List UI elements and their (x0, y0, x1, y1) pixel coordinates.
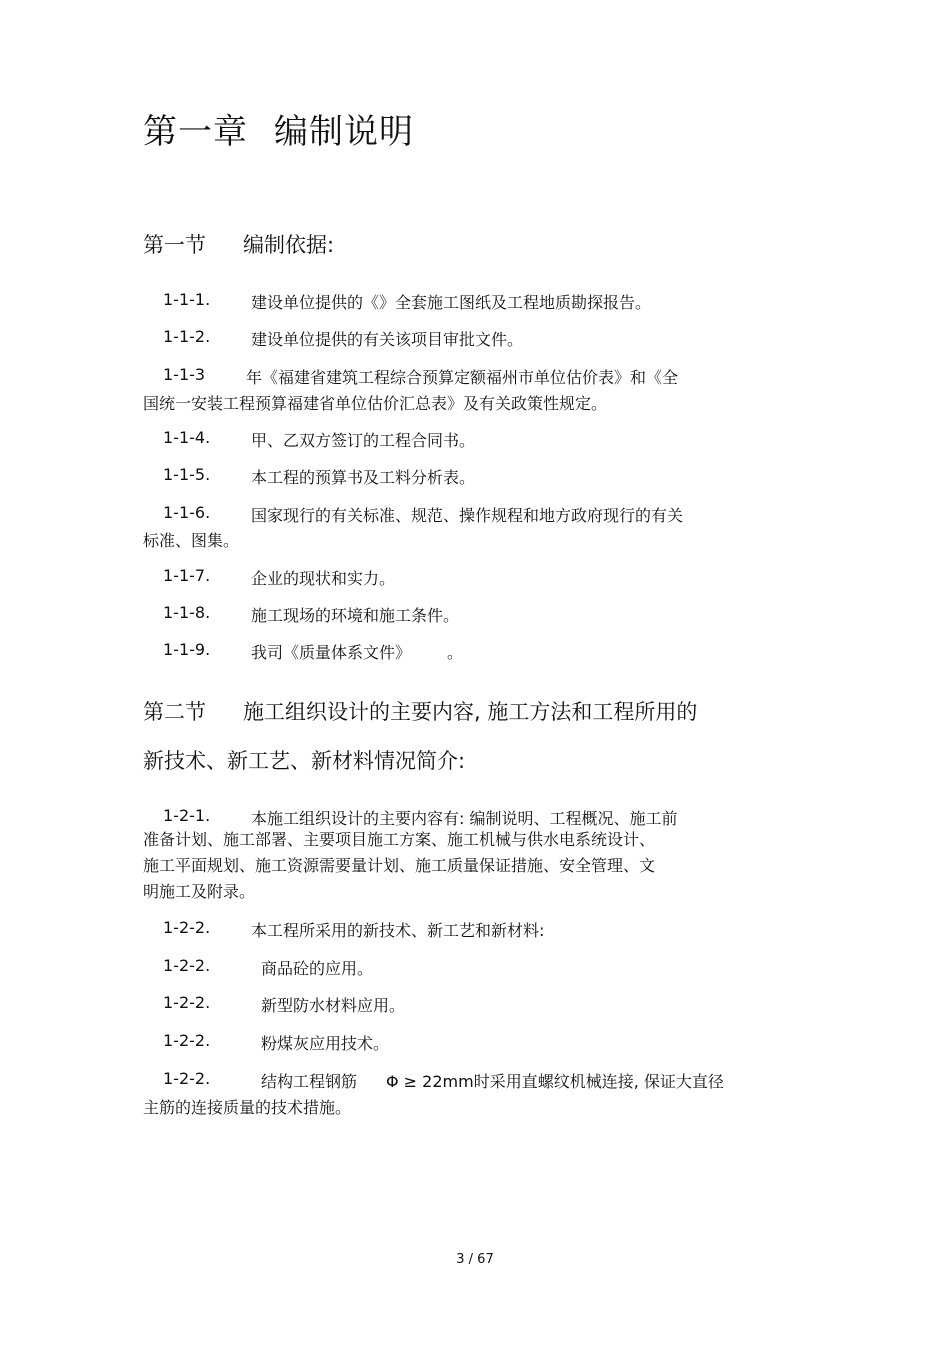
section-2-title: 施工组织设计的主要内容, 施工方法和工程所用的 (243, 700, 698, 724)
chapter-name: 编制说明 (274, 112, 414, 152)
item-number: 1-2-2. (163, 1069, 211, 1088)
item-text: 本工程的预算书及工料分析表。 (251, 468, 476, 487)
item-number: 1-2-2. (163, 918, 211, 937)
item-number: 1-1-7. (163, 566, 211, 585)
section-2-heading (143, 696, 783, 724)
list-item-continuation: 国统一安装工程预算福建省单位估价汇总表》及有关政策性规定。 (143, 394, 608, 413)
item-number: 1-1-6. (163, 503, 211, 522)
item-number: 1-1-2. (163, 327, 211, 346)
section-2-title-continuation: 新技术、新工艺、新材料情况简介: (143, 749, 466, 773)
list-item-continuation: 准备计划、施工部署、主要项目施工方案、施工机械与供水电系统设计、 施工平面规划、施工资源需要量计划、施工质量保证措施、安全管理、文 明施工及附录。 (143, 830, 656, 901)
section-2-number: 第二节 (143, 700, 206, 724)
item-text: 新型防水材料应用。 (261, 996, 406, 1015)
chapter-title (143, 104, 414, 153)
item-number: 1-1-4. (163, 428, 211, 447)
item-text-continued: Φ ≥ 22mm时采用直螺纹机械连接, 保证大直径 (386, 1072, 724, 1091)
item-text: 商品砼的应用。 (261, 959, 374, 978)
item-text: 国家现行的有关标准、规范、操作规程和地方政府现行的有关 (251, 506, 684, 525)
item-text: 本工程所采用的新技术、新工艺和新材料: (251, 921, 545, 940)
section-1-title: 编制依据: (243, 233, 335, 257)
item-text: 年《福建省建筑工程综合预算定额福州市单位估价表》和《全 (246, 368, 679, 387)
item-number: 1-2-2. (163, 993, 211, 1012)
list-item-continuation: 主筋的连接质量的技术措施。 (143, 1098, 352, 1117)
section-1-number: 第一节 (143, 233, 206, 257)
page-number: 3 / 67 (456, 1252, 494, 1267)
item-text: 本施工组织设计的主要内容有: 编制说明、工程概况、施工前 (251, 809, 678, 828)
item-number: 1-2-1. (163, 806, 211, 825)
item-text: 建设单位提供的《》全套施工图纸及工程地质勘探报告。 (251, 293, 652, 312)
item-text: 建设单位提供的有关该项目审批文件。 (251, 330, 524, 349)
item-number: 1-1-5. (163, 465, 211, 484)
item-number: 1-1-1. (163, 290, 211, 309)
list-item-continuation: 标准、图集。 (143, 531, 240, 550)
item-text: 企业的现状和实力。 (251, 569, 396, 588)
item-text: 我司《质量体系文件》 (251, 643, 412, 662)
item-tail: 。 (447, 643, 464, 662)
item-text: 甲、乙双方签订的工程合同书。 (251, 431, 476, 450)
item-text: 粉煤灰应用技术。 (261, 1034, 390, 1053)
item-number: 1-1-9. (163, 640, 211, 659)
chapter-number: 第一章 (143, 112, 248, 152)
section-1-heading (143, 229, 763, 257)
item-number: 1-1-8. (163, 603, 211, 622)
item-number: 1-1-3 (163, 365, 206, 384)
item-number: 1-2-2. (163, 1031, 211, 1050)
item-number: 1-2-2. (163, 956, 211, 975)
item-text: 结构工程钢筋 (261, 1072, 358, 1091)
item-text: 施工现场的环境和施工条件。 (251, 606, 460, 625)
